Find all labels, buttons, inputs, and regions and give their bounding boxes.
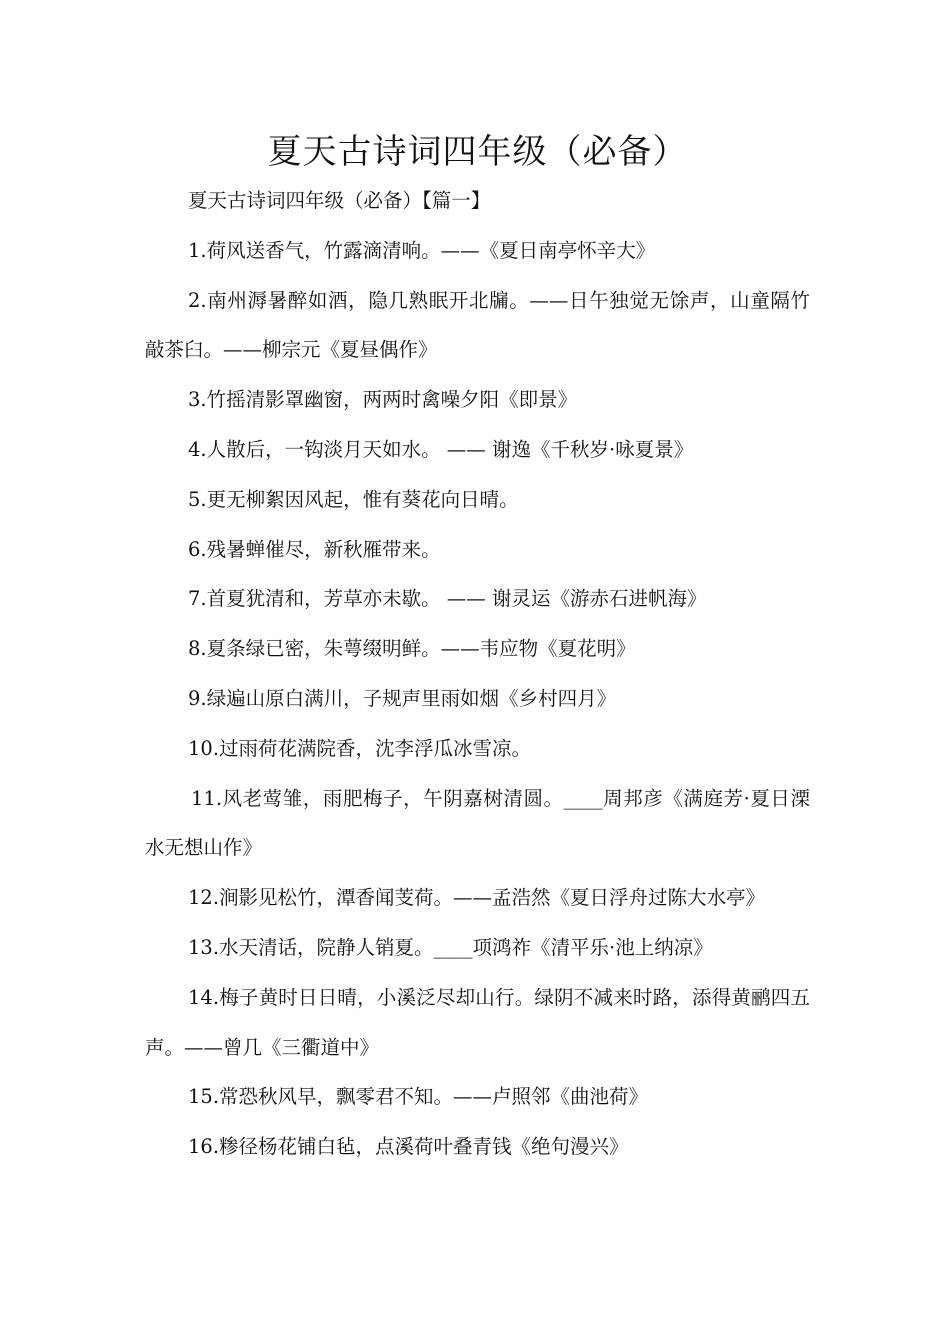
poem-line-7: 7.首夏犹清和，芳草亦未歇。 —— 谢灵运《游赤石进帆海》 xyxy=(188,587,707,611)
poem-line-3: 3.竹摇清影罩幽窗，两两时禽噪夕阳《即景》 xyxy=(188,388,578,412)
poem-line-2: 2.南州溽暑醉如酒，隐几熟眠开北牖。——日午独觉无馀声，山童隔竹敲茶臼。——柳宗元《夏昼偶作》 xyxy=(145,288,810,362)
poem-line-6: 6.残暑蝉催尽，新秋雁带来。 xyxy=(188,537,441,561)
section-heading: 夏天古诗词四年级（必备）【篇一】 xyxy=(188,189,491,212)
poem-line-8: 8.夏条绿已密，朱萼缀明鲜。——韦应物《夏花明》 xyxy=(188,637,636,661)
poem-line-10: 10.过雨荷花满院香，沈李浮瓜冰雪凉。 xyxy=(188,736,532,760)
poem-line-14: 14.梅子黄时日日晴，小溪泛尽却山行。绿阴不减来时路，添得黄鹂四五声。——曾几《三衢道中》 xyxy=(145,985,810,1059)
poem-line-4: 4.人散后，一钩淡月天如水。 —— 谢逸《千秋岁·咏夏景》 xyxy=(188,437,694,461)
poem-line-5: 5.更无柳絮因风起，惟有葵花向日晴。 xyxy=(188,487,519,511)
document-title: 夏天古诗词四年级（必备） xyxy=(267,132,688,172)
poem-line-16: 16.糁径杨花铺白毡，点溪荷叶叠青钱《绝句漫兴》 xyxy=(188,1135,629,1159)
poem-line-15: 15.常恐秋风早，飘零君不知。——卢照邻《曲池荷》 xyxy=(188,1085,649,1109)
poem-line-11: 11.风老莺雏，雨肥梅子，午阴嘉树清圆。____周邦彦《满庭芳·夏日溧水无想山作》 xyxy=(145,786,810,860)
poem-line-12: 12.涧影见松竹，潭香闻芰荷。——孟浩然《夏日浮舟过陈大水亭》 xyxy=(188,886,766,910)
poem-line-1: 1.荷风送香气，竹露滴清响。——《夏日南亭怀辛大》 xyxy=(188,238,656,262)
document-body xyxy=(145,176,810,1172)
poem-line-13: 13.水天清话，院静人销夏。____项鸿祚《清平乐·池上纳凉》 xyxy=(188,935,713,959)
poem-line-9: 9.绿遍山原白满川，子规声里雨如烟《乡村四月》 xyxy=(188,686,617,710)
